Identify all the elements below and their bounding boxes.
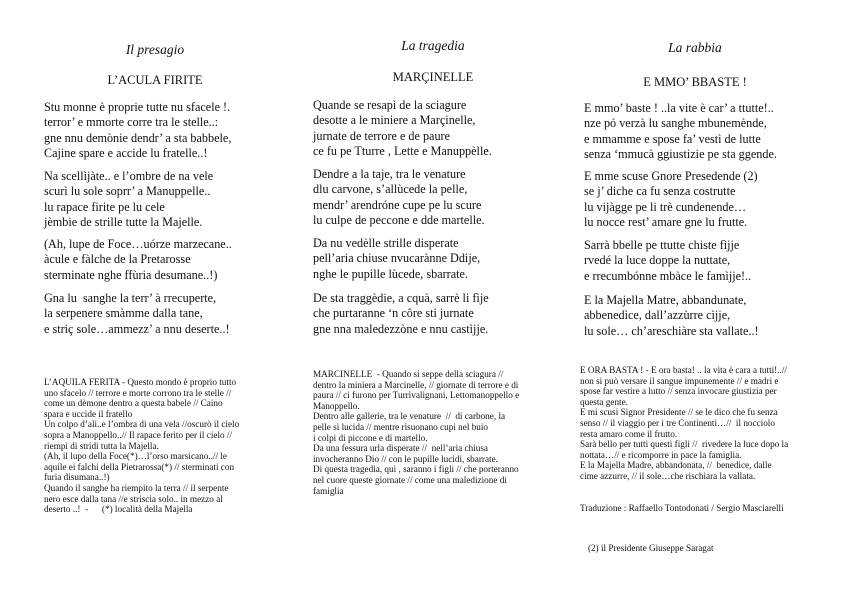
translation-paragraph: L’AQUILA FERITA - Questo mondo è proprio tutto uno sfacelo // terrore e morte corrono tra le stelle // come un dèmone dentro a questa babele // Caino spara e uccide il fratello Un colpo d’ali..e l’ombra di una vela //oscurò il cielo sopra a Manoppello..// Il rapace ferito per il cielo // riempì di stridi tutta la Majella. (Ah, il lupo della Foce(*)…l’orso marsicano..// le aquile ei falchi della Pietrarossa(*) // sterminati con furia disumana..!) Quando il sanghe ha riempito la terra // il serpente nero esce dalla tana //e striscia solo.. in mezzo al deserto ..! - (*) località della Majella (44, 377, 240, 515)
section-title-presagio: Il presagio (125, 42, 185, 57)
stanza-4: De sta traggèdie, a cquà, sarrè li fìje che purtaranne ‘n côre sti jurnate gne nna maledezzòne e nnu castìjje. (313, 291, 489, 336)
stanza-1: Quande se resapì de la sciagure desotte a le miniere a Marçinelle, jurnate de terrore e de paure ce fu pe Tturre , Lette e Manuppèlle. (313, 98, 492, 159)
stanza-4: Gna lu sanghe la terr’ à rrecuperte, la serpenere smàmme dalla tane, e striç sole…ammezz’ a nnu deserte..! (44, 291, 230, 336)
poem-title-e-mmo-bbaste: E MMO’ BBASTE ! (643, 75, 747, 89)
poem-title-acula-firite: L’ACULA FIRITE (107, 73, 203, 87)
footnote: (2) il Presidente Giuseppe Saragat (588, 543, 714, 553)
poem-title-marcinelle: MARÇINELLE (392, 70, 474, 84)
stanza-2: Na scellìjàte.. e l’ombre de na vele scurì lu sole soprr’ a Manuppelle.. lu rapace firite pe lu cele jèmbie de strille tutte la Majelle. (44, 169, 214, 230)
section-title-rabbia: La rabbia (668, 40, 722, 55)
stanza-2: Dendre a la taje, tra le venature dlu carvone, s’allùcede la pelle, mendr’ arendróne cupe pe lu scure lu culpe de peccone e dde martelle. (313, 167, 485, 228)
section-title-tragedia: La tragedia (401, 38, 465, 53)
stanza-2: E mme scuse Gnore Presedende (2) se j’ diche ca fu senza costrutte lu vijàgge pe li trè cundenende… lu nocce rest’ amare gne lu frutte. (584, 169, 758, 230)
stanza-3: (Ah, lupe de Foce…uórze marzecane.. àcule e fàlche de la Pretarosse sterminate nghe ffùria desumane..!) (44, 237, 232, 282)
translation-paragraph: MARCINELLE - Quando si seppe della sciagura // dentro la miniera a Marcinelle, // giornate di terrore e di paura // ci furono per Turrivalignani, Lettomanoppello e Manoppello. Dentro alle gallerie, tra le venature // di carbone, la pelle si lucida // mentre risuonano cupi nel buio i colpi di piccone e di martello. Da una fessura urla disperate // nell’aria chiusa invocheranno Dio // con le pupille lucidi, sbarrate. Di questa tragedia, qui , saranno i figli // che porteranno nel cuore queste giornate // come una maledizione di famiglia (313, 369, 520, 496)
stanza-3: Sarrà bbelle pe ttutte chiste fìjje rvedé la luce doppe la nuttate, e rrecumbónne mbàce le famìjje!.. (584, 238, 752, 283)
stanza-1: E mmo’ baste ! ..la vite è car’ a ttutte!.. nze pó verzà lu sanghe mbunemènde, e mmamme e spose fa’ vestì de lutte senza ‘mmucà ggiustizie pe sta ggende. (584, 101, 777, 162)
stanza-3: Da nu vedèlle strille disperate pell’aria chiuse nvucarànne Ddije, nghe le pupille lùcede, sbarrate. (313, 236, 481, 281)
translation-credit: Traduzione : Raffaello Tontodonati / Sergio Masciarelli (580, 503, 784, 513)
translation-paragraph: E ORA BASTA ! - E ora basta! .. la vita è cara a tutti!..// non si può versare il sangue impunemente // e madri e spose far vestire a lutto // senza invocare giustizia per questa gente. E mi scusi Signor Presidente // se le dico che fu senza senso // il viaggio per i tre Continenti…// il nocciolo resta amaro come il frutto. Sarà bello per tutti questi figli // rivedere la luce dopo la nottata…// e ricomporre in pace la famiglia. E la Majella Madre, abbandonata, // benedice, dalle cime azzurre, // il sole…che rischiara la vallata. (580, 365, 789, 481)
stanza-4: E la Majella Matre, abbandunate, abbenedìce, dall’azzùrre cìjje, lu sole… ch’areschiàre sta vallate..! (584, 293, 759, 338)
stanza-1: Stu monne è proprie tutte nu sfacele !. terror’ e mmorte corre tra le stelle..: gne nnu demònie dendr’ a sta babbele, Cajine spare e accide lu fratelle..! (44, 100, 232, 161)
